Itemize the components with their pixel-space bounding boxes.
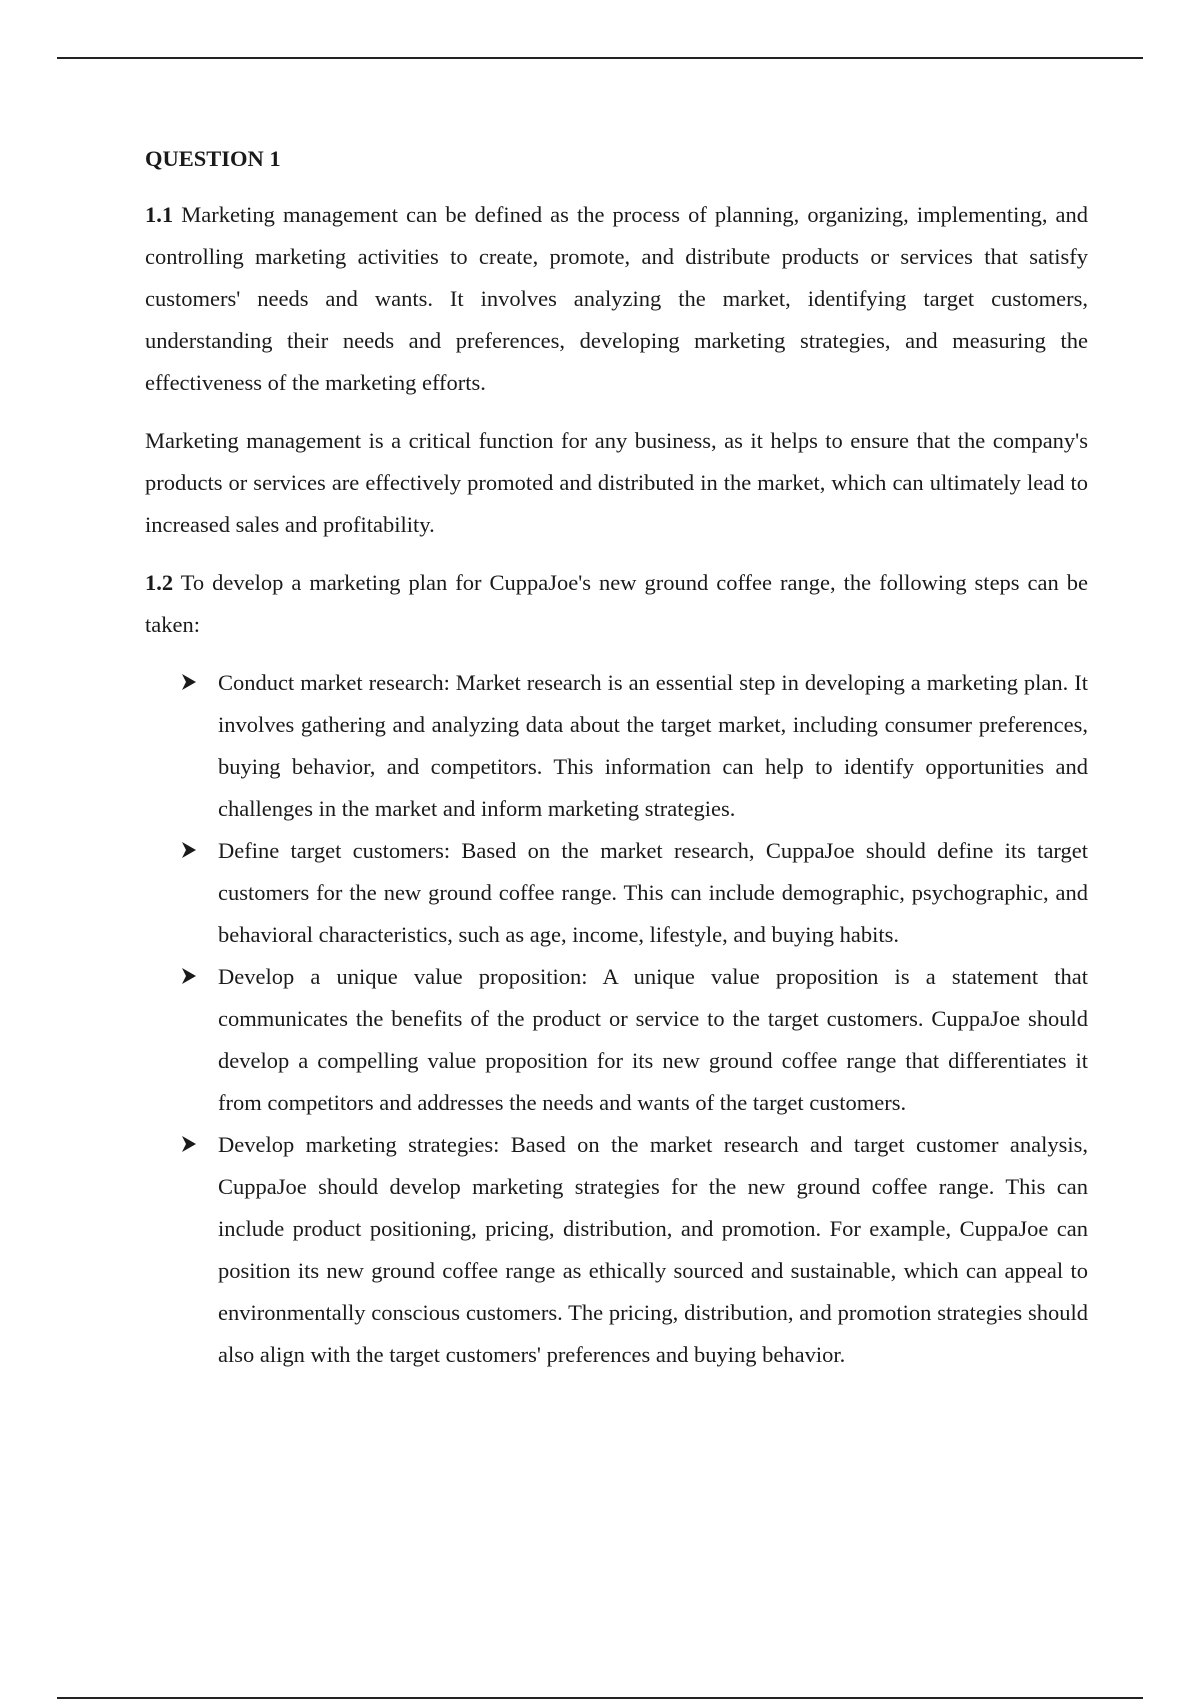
paragraph-1-2 <box>145 562 1088 646</box>
header-rule <box>57 57 1143 59</box>
paragraph-1-1 <box>145 194 1088 404</box>
question-heading: QUESTION 1 <box>145 146 281 171</box>
list-item <box>145 830 1088 956</box>
steps-list <box>145 662 1088 1376</box>
section-number: 1.1 <box>145 202 174 227</box>
section-number: 1.2 <box>145 570 174 595</box>
arrowhead-bullet-icon <box>182 842 196 858</box>
list-item-text: Define target customers: Based on the market research, CuppaJoe should define its target customers for the new ground coffee range. This can include demographic, psychographic, and behavioral characteristics, such as age, income, lifestyle, and buying habits. <box>218 838 1088 947</box>
arrowhead-bullet-icon <box>182 674 196 690</box>
list-item <box>145 956 1088 1124</box>
footer-rule <box>57 1697 1143 1699</box>
paragraph-text: To develop a marketing plan for CuppaJoe's new ground coffee range, the following steps can be taken: <box>145 570 1088 637</box>
document-body <box>145 143 1088 1376</box>
list-item-text: Conduct market research: Market research is an essential step in developing a marketing plan. It involves gathering and analyzing data about the target market, including consumer preferences, buying behavior, and competitors. This information can help to identify opportunities and challenges in the market and inform marketing strategies. <box>218 670 1088 821</box>
arrowhead-bullet-icon <box>182 968 196 984</box>
paragraph-text: Marketing management is a critical function for any business, as it helps to ensure that the company's products or services are effectively promoted and distributed in the market, which can ultimately lead to increased sales and profitability. <box>145 428 1088 537</box>
list-item <box>145 1124 1088 1376</box>
list-item-text: Develop marketing strategies: Based on the market research and target customer analysis, CuppaJoe should develop marketing strategies for the new ground coffee range. This can include product positioning, pricing, distribution, and promotion. For example, CuppaJoe can position its new ground coffee range as ethically sourced and sustainable, which can appeal to environmentally conscious customers. The pricing, distribution, and promotion strategies should also align with the target customers' preferences and buying behavior. <box>218 1132 1088 1367</box>
paragraph-text: Marketing management can be defined as the process of planning, organizing, implementing, and controlling marketing activities to create, promote, and distribute products or services that satisfy customers' needs and wants. It involves analyzing the market, identifying target customers, understanding their needs and preferences, developing marketing strategies, and measuring the effectiveness of the marketing efforts. <box>145 202 1088 395</box>
list-item <box>145 662 1088 830</box>
list-item-text: Develop a unique value proposition: A unique value proposition is a statement that communicates the benefits of the product or service to the target customers. CuppaJoe should develop a compelling value proposition for its new ground coffee range that differentiates it from competitors and addresses the needs and wants of the target customers. <box>218 964 1088 1115</box>
paragraph-1-1-continued <box>145 420 1088 546</box>
arrowhead-bullet-icon <box>182 1136 196 1152</box>
